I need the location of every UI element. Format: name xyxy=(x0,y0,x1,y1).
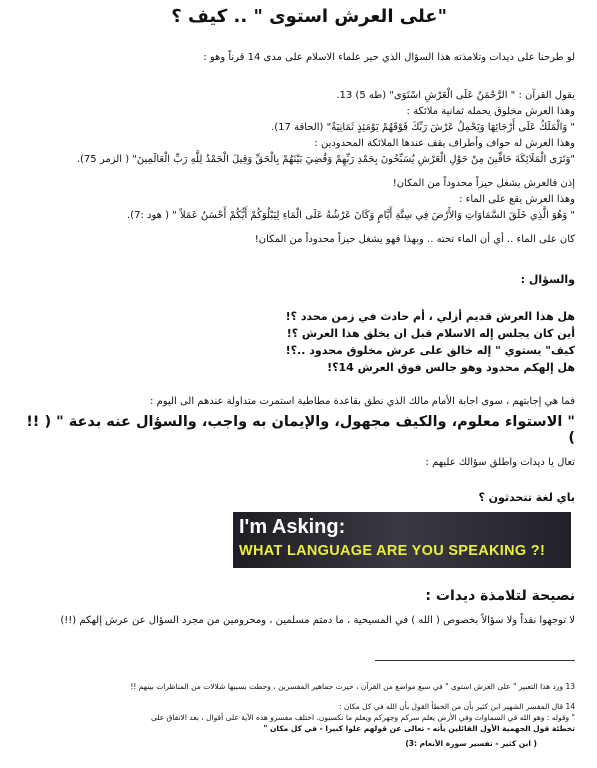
question-heading: والسؤال : xyxy=(520,273,575,286)
advice-text: لا توجهوا نقداً ولا سؤالاً بخصوص ( الله ) في المسيحية ، ما دمتم مسلمين ، ومحرومين من مجرد السؤال عن عرش إلهكم (!!) xyxy=(60,615,575,626)
advice-heading: نصيحة لتلامذة ديدات : xyxy=(425,588,575,604)
question-3: كيف" يستوي " إله خالق على عرش مخلوق محدود ..؟! xyxy=(285,344,575,357)
intro-paragraph: لو طرحنا على ديدات وتلامذته هذا السؤال الذي حير علماء الاسلام على مدى 14 قرناً وهو : xyxy=(203,52,575,63)
question-4: هل إلهكم محدود وهو جالس فوق العرش 14؟! xyxy=(327,361,575,374)
footnote-13: 13 ورد هذا التعبير " على العرش استوى " في سبع مواضع من القرآن ، حيرت جماهير المفسرين ، وحطت بسببها شلالات من المناظرات بينهم !! xyxy=(130,682,575,691)
footnote-14-quote: " وقوله : وهو الله في السماوات وفي الأرض يعلم سركم وجهركم ويعلم ما تكسبون. اختلف مفسرو هذه الآية على أقوال ، بعد الاتفاق على xyxy=(150,713,575,722)
verse-line-9: كان على الماء .. أي أن الماء تحته .. وبهذا فهو يشغل حيزاً محدوداً من المكان! xyxy=(254,234,575,245)
footnote-14-source: ( ابن كثير - تفسير سورة الأنعام :3) xyxy=(405,739,537,748)
banner-line-2: WHAT LANGUAGE ARE YOU SPEAKING ?! xyxy=(239,543,546,559)
page-title: "على العرش استوى " .. كيف ؟ xyxy=(171,6,447,27)
challenge-line: تعال يا ديدات واطلق سؤالك عليهم : xyxy=(425,457,575,468)
verse-line-7: وهذا العرش يقع على الماء : xyxy=(459,194,575,205)
verse-line-4: وهذا العرش له حواف وأطراف يقف عندها الملائكة المحدودين : xyxy=(314,138,575,149)
verse-line-5: "وَتَرَى الْمَلَائِكَةَ حَافِّينَ مِنْ حَوْلِ الْعَرْشِ يُسَبِّحُونَ بِحَمْدِ رَبِّهِمْ وَقُضِيَ بَيْنَهُمْ بِالْحَقِّ وَقِيلَ الْحَمْدُ لِلَّهِ رَبِّ الْعَالَمِينَ" ( الزمر 75). xyxy=(76,154,575,165)
language-question: باي لغة تتحدثون ؟ xyxy=(478,491,575,504)
verse-line-3: " وَالْمَلَكُ عَلَى أَرْجَائِهَا وَيَحْمِلُ عَرْشَ رَبِّكَ فَوْقَهُمْ يَوْمَئِذٍ ثَمَانِيَةٌ" (الحاقة 17). xyxy=(271,122,575,133)
question-2: أين كان يجلس إله الاسلام قبل ان يخلق هذا العرش ؟! xyxy=(286,327,575,340)
verse-line-6: إذن فالعرش يشغل حيزاً محدوداً من المكان! xyxy=(392,178,575,189)
malik-quote: " الاستواء معلوم، والكيف مجهول، والإيمان به واجب، والسؤال عنه بدعة " ( !! ) xyxy=(26,414,575,446)
banner-line-1: I'm Asking: xyxy=(239,516,346,538)
answer-intro: فما هي إجابتهم ، سوى اجابة الأمام مالك الذي نطق بقاعدة مطاطية استمرت متداولة عندهم الى اليوم : xyxy=(150,396,575,407)
footnote-divider xyxy=(375,660,575,661)
verse-line-1: يقول القرآن : " الرَّحْمَنُ عَلَى الْعَرْشِ اسْتَوَى" (طه 5) 13. xyxy=(336,90,575,101)
speaking-banner-image xyxy=(233,512,571,568)
footnote-14-title: 14 قال المفسر الشهير ابن كثير بأن من الخطأ القول بأن الله في كل مكان : xyxy=(338,702,575,711)
question-1: هل هذا العرش قديم أزلي ، أم حادث في زمن محدد ؟! xyxy=(285,310,575,323)
verse-line-8: " وَهُوَ الَّذِي خَلَقَ السَّمَاوَاتِ وَالأَرْضَ فِي سِتَّةِ أَيَّامٍ وَكَانَ عَرْشُهُ عَلَى الْمَاءِ لِيَبْلُوَكُمْ أَيُّكُمْ أَحْسَنُ عَمَلاً " ( هود :7). xyxy=(127,210,575,221)
footnote-14-quote-cont: تخطئة قول الجهمية الأول القائلين بأنه - تعالى عن قولهم علوا كبيرا - في كل مكان " xyxy=(263,724,575,733)
verse-line-2: وهذا العرش مخلوق يحمله ثمانية ملائكة : xyxy=(406,106,575,117)
